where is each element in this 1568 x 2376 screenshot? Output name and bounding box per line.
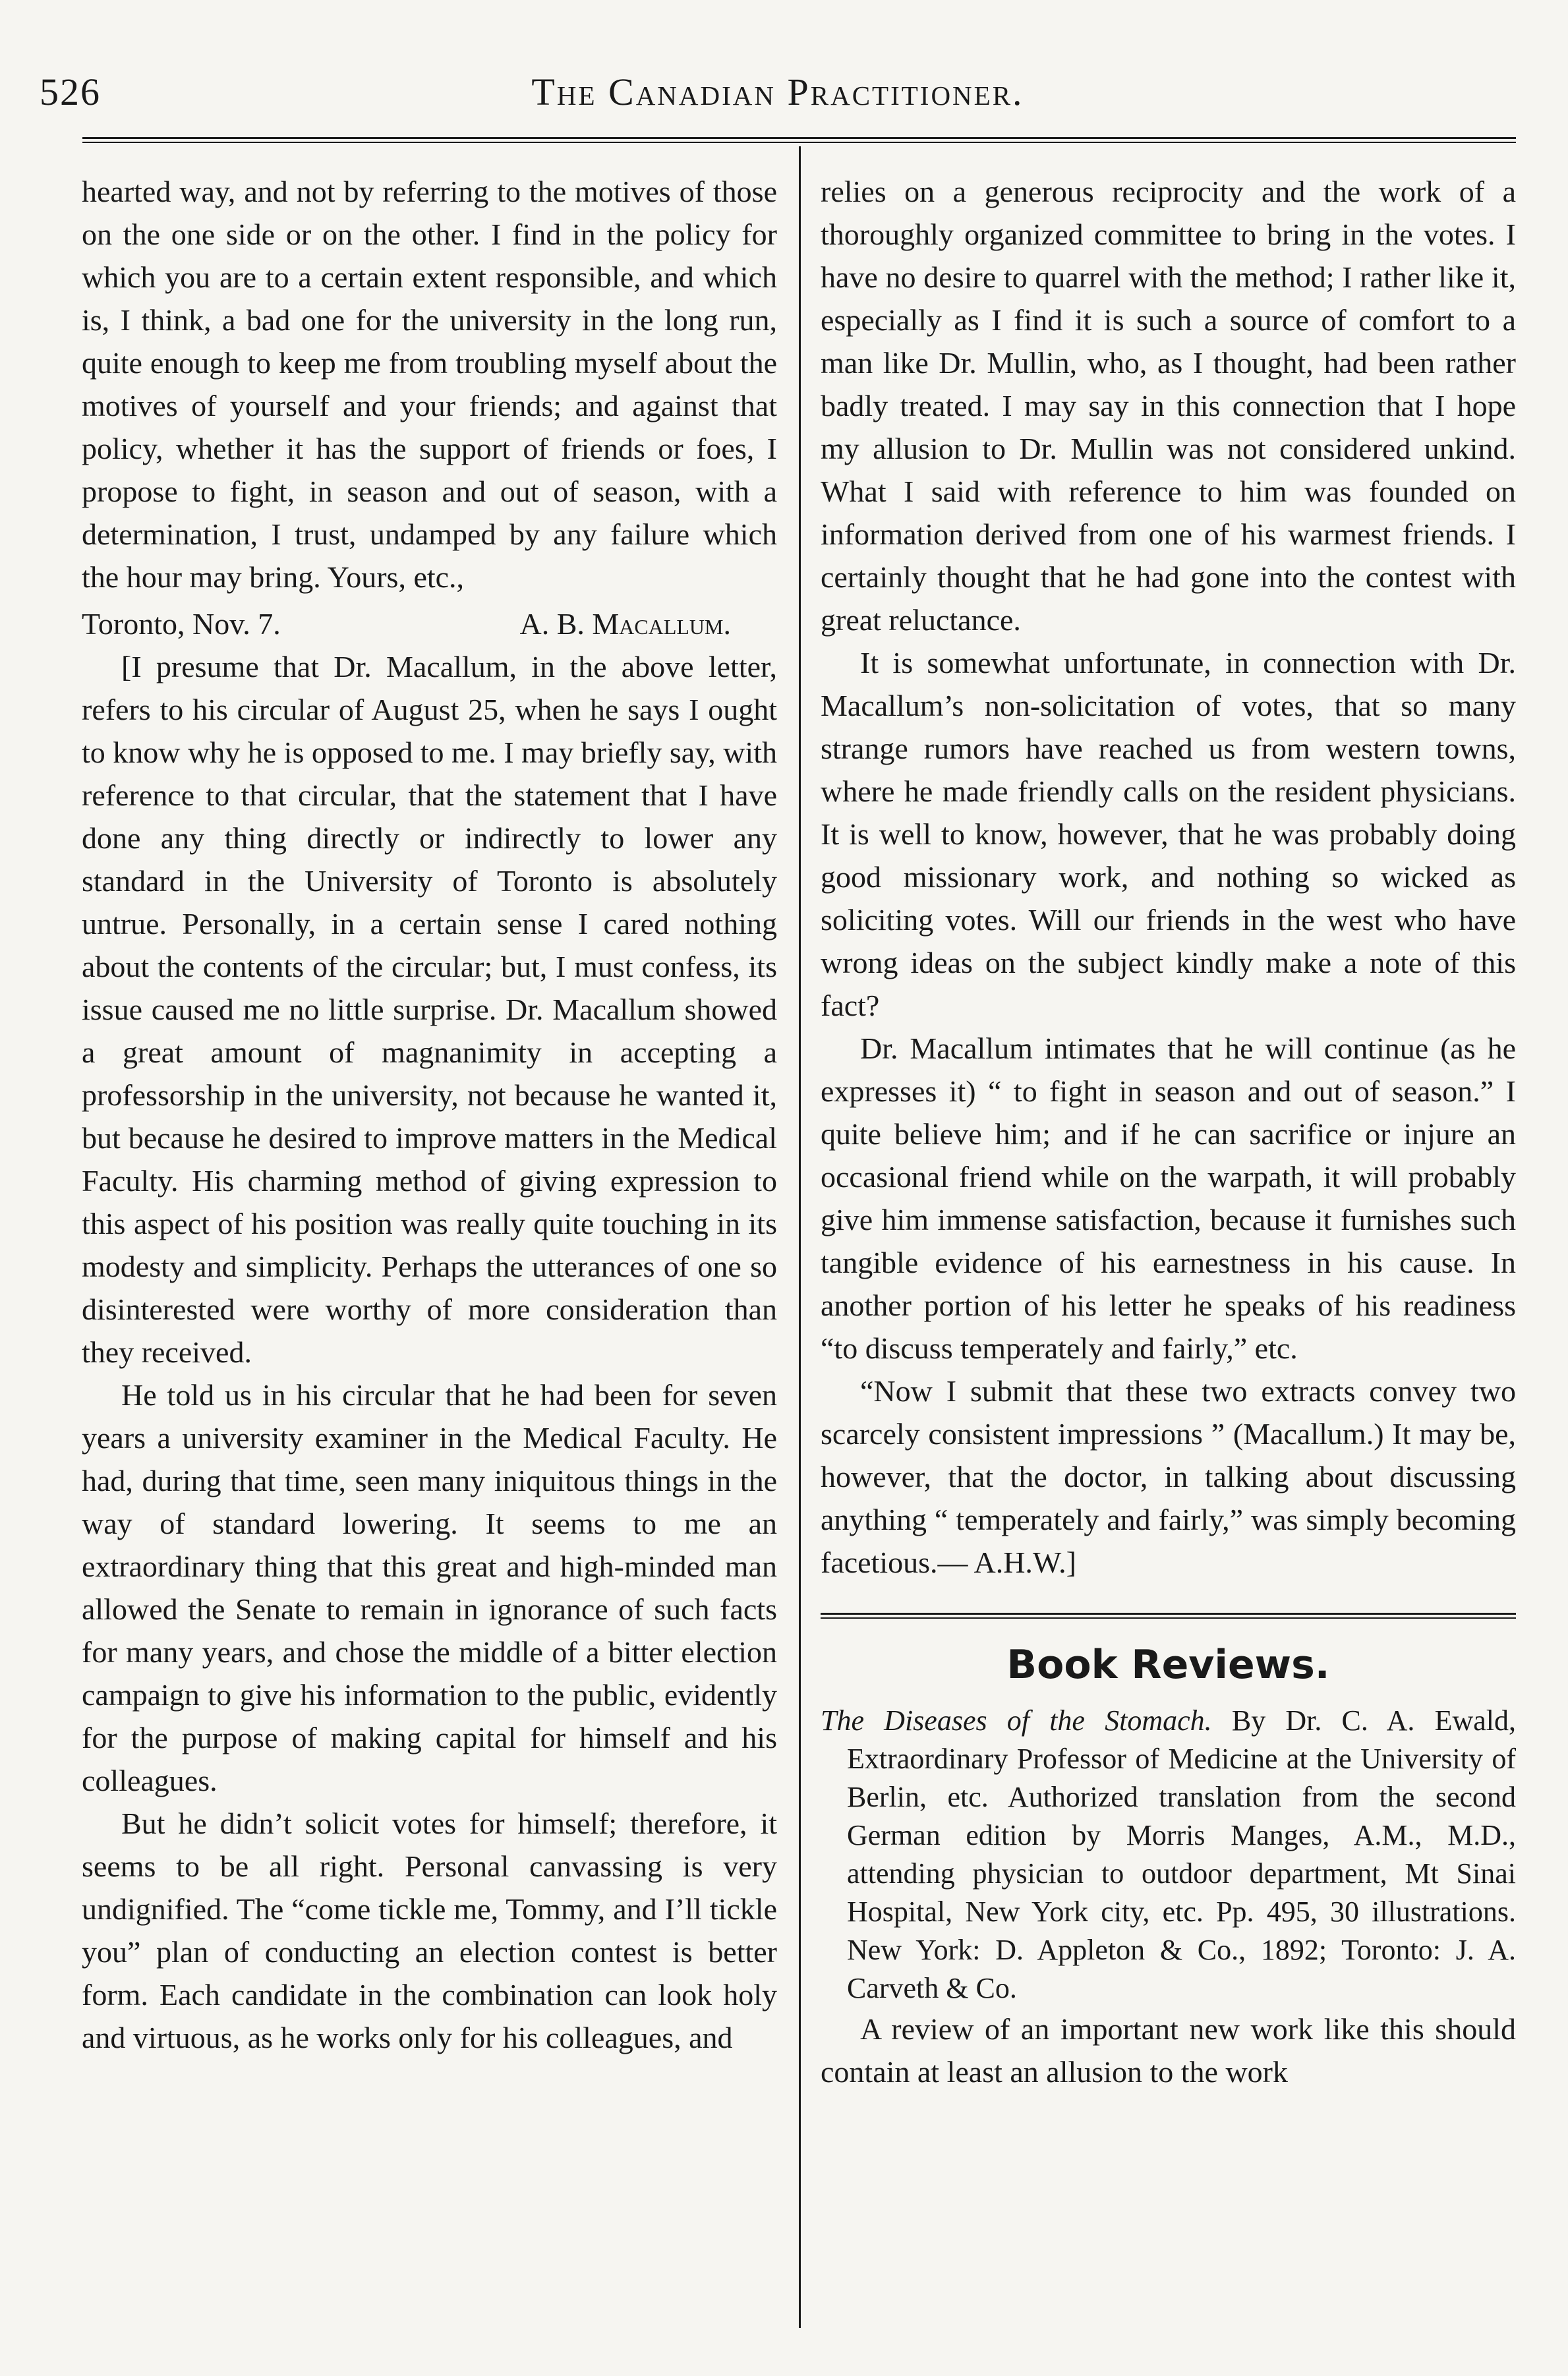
- header-rule: [82, 137, 1516, 143]
- editor-note-paragraph: It is somewhat unfortunate, in connection with Dr. Macallum’s non-solicitation of votes, that so many strange rumors have reached us from western towns, where he made friendly calls on the resident physicians. It is well to know, however, that he was probably doing good missionary work, and nothing so wicked as soliciting votes. Will our friends in the west who have wrong ideas on the subject kindly make a note of this fact?: [821, 646, 1516, 1022]
- page-number: 526: [40, 71, 101, 113]
- editor-note-paragraph: He told us in his circular that he had been for seven years a university examiner in the Medical Faculty. He had, during that time, seen many iniquitous things in the way of standard lowering. It seems to me an extraordinary thing that this great and high-minded man allowed the Senate to remain in ignorance of such facts for many years, and chose the middle of a bitter election campaign to give his information to the public, evidently for the purpose of making capital for himself and his colleagues.: [82, 1378, 777, 1797]
- editor-note-paragraph: “Now I submit that these two extracts convey two scarcely consistent impressions ” (Macallum.) It may be, however, that the doctor, in talking about discussing anything “ temperately and fairly,” was simply becoming facetious.— A.H.W.]: [821, 1374, 1516, 1579]
- editor-note-paragraph: But he didn’t solicit votes for himself; therefore, it seems to be all right. Personal canvassing is very undignified. The “come tickle me, Tommy, and I’ll tickle you” plan of conducting an election contest is better form. Each candidate in the combination can look holy and virtuous, as he works only for his colleagues, and: [82, 1807, 777, 2054]
- left-column: [82, 170, 777, 2059]
- signature-name: A. B. Macallum.: [519, 607, 731, 641]
- section-title: Book Reviews.: [1006, 1642, 1330, 1688]
- page-header: [40, 63, 1516, 122]
- column-divider: [799, 146, 801, 2328]
- book-review-citation: [821, 1702, 1516, 2008]
- journal-title: The Canadian Practitioner.: [531, 71, 1024, 113]
- letter-closing-paragraph: hearted way, and not by referring to the motives of those on the one side or on the other. I find in the policy for which you are to a certain extent responsible, and which is, I think, a bad one for the university in the long run, quite enough to keep me from troubling myself about the motives of yourself and your friends; and against that policy, whether it has the support of friends or foes, I propose to fight, in season and out of season, with a determination, I trust, undamped by any failure which the hour may bring. Yours, etc.,: [82, 175, 777, 594]
- book-citation-details: By Dr. C. A. Ewald, Extraordinary Professor of Medicine at the University of Berlin, etc. Authorized translation from the second German edition by Morris Manges, A.M., M.D., attending physician to outdoor department, Mt Sinai Hospital, New York city, etc. Pp. 495, 30 illustrations. New York: D. Appleton & Co., 1892; Toronto: J. A. Carveth & Co.: [847, 1704, 1517, 2004]
- right-column: [821, 170, 1516, 2093]
- editor-note-paragraph: relies on a generous reciprocity and the work of a thoroughly organized committee to bring in the votes. I have no desire to quarrel with the method; I rather like it, especially as I find it is such a source of comfort to a man like Dr. Mullin, who, as I thought, had been rather badly treated. I may say in this connection that I hope my allusion to Dr. Mullin was not considered unkind. What I said with reference to him was founded on information derived from one of his warmest friends. I certainly thought that he had gone into the contest with great reluctance.: [821, 175, 1516, 637]
- signature-line: [82, 602, 777, 645]
- signature-place-date: Toronto, Nov. 7.: [82, 607, 281, 641]
- review-body-paragraph: A review of an important new work like this should contain at least an allusion to the work: [821, 2012, 1516, 2089]
- editor-note-paragraph: Dr. Macallum intimates that he will continue (as he expresses it) “ to fight in season and out of season.” I quite believe him; and if he can sacrifice or injure an occasional friend while on the warpath, it will probably give him immense satisfaction, because it furnishes such tangible evidence of his earnestness in his cause. In another portion of his letter he speaks of his readiness “to discuss temperately and fairly,” etc.: [821, 1031, 1516, 1365]
- book-title: The Diseases of the Stomach.: [821, 1704, 1212, 1737]
- editor-note-paragraph: [I presume that Dr. Macallum, in the above letter, refers to his circular of August 25, when he says I ought to know why he is opposed to me. I may briefly say, with reference to that circular, that the statement that I have done any thing directly or indirectly to lower any standard in the University of Toronto is absolutely untrue. Personally, in a certain sense I cared nothing about the contents of the circular; but, I must confess, its issue caused me no little surprise. Dr. Macallum showed a great amount of magnanimity in accepting a professorship in the university, not because he wanted it, but because he desired to improve matters in the Medical Faculty. His charming method of giving expression to this aspect of his position was really quite touching in its modesty and simplicity. Perhaps the utterances of one so disinterested were worthy of more consideration than they received.: [82, 650, 777, 1369]
- section-rule: [821, 1613, 1516, 1619]
